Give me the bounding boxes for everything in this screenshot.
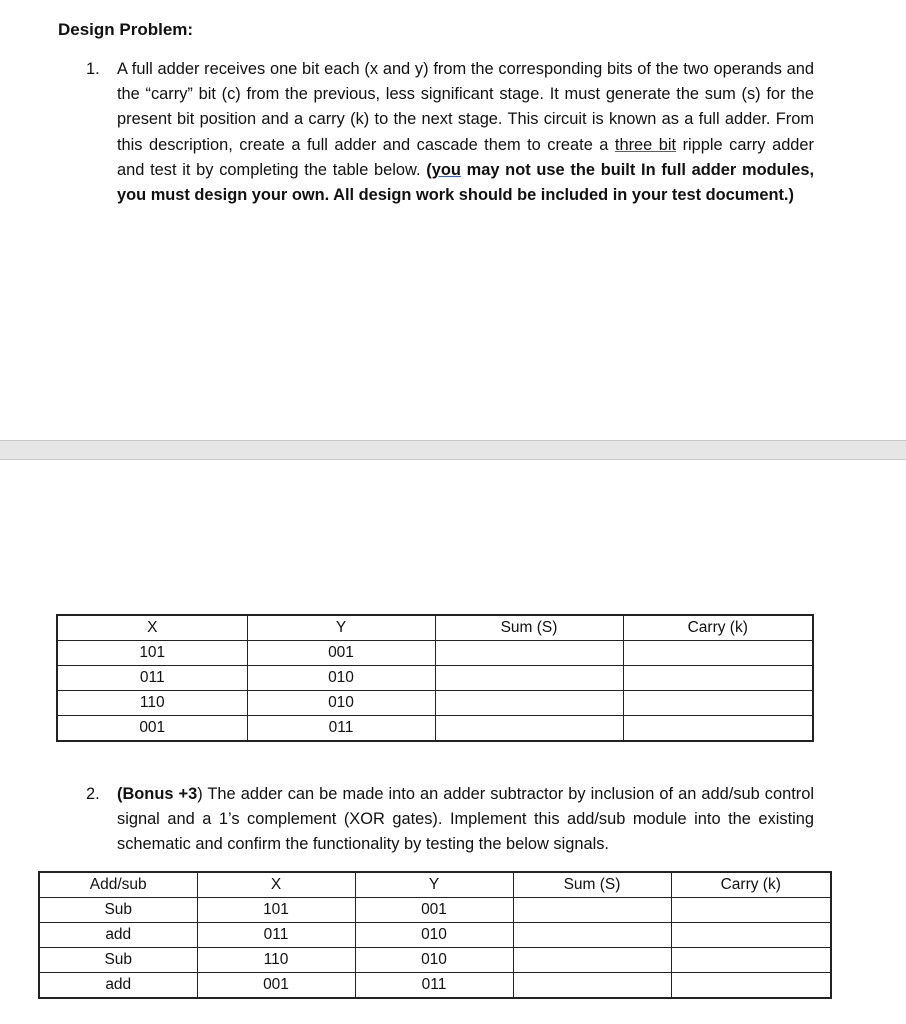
table-row — [57, 666, 813, 691]
column-header-x: X — [197, 872, 355, 898]
cell-x: 011 — [197, 923, 355, 948]
underlined-you: you — [431, 160, 461, 179]
underlined-three-bit: three bit — [614, 135, 677, 154]
column-header-sum: Sum (S) — [435, 615, 623, 641]
cell-x: 001 — [57, 716, 247, 742]
cell-sum[interactable] — [435, 691, 623, 716]
cell-sum[interactable] — [513, 948, 671, 973]
cell-sum[interactable] — [435, 716, 623, 742]
cell-y: 011 — [247, 716, 435, 742]
cell-sum[interactable] — [513, 923, 671, 948]
table-row — [57, 716, 813, 742]
cell-y: 011 — [355, 973, 513, 999]
adder-test-table — [56, 614, 814, 742]
cell-y: 001 — [247, 641, 435, 666]
column-header-carry: Carry (k) — [671, 872, 831, 898]
cell-add-sub: Sub — [39, 948, 197, 973]
cell-carry[interactable] — [671, 973, 831, 999]
table-row — [39, 923, 831, 948]
table-row — [57, 691, 813, 716]
cell-y: 010 — [355, 923, 513, 948]
cell-carry[interactable] — [623, 641, 813, 666]
bonus-label: (Bonus +3 — [117, 785, 198, 803]
question-2-text: (Bonus +3) The adder can be made into an adder subtractor by inclusion of an add/sub control signal and a 1’s complement (XOR gates). Implement this add/sub module into the existing schematic and confirm the functionality by testing the below signals. — [117, 785, 814, 854]
question-1-text: A full adder receives one bit each (x and y) from the corresponding bits of the two operands and the “carry” bit (c) from the previous, less significant stage. It must generate the sum (s) for the present bit position and a carry (k) to the next stage. This circuit is known as a full adder. From this description, create a full adder and cascade them to create a three bit ripple carry adder and test it by completing the table below. (you may not use the built In full adder modules, you must design your own. All design work should be included in your test document.) — [117, 60, 814, 205]
column-header-y: Y — [355, 872, 513, 898]
cell-y: 010 — [247, 666, 435, 691]
cell-y: 001 — [355, 898, 513, 923]
cell-add-sub: add — [39, 973, 197, 999]
table-header-row — [39, 872, 831, 898]
column-header-sum: Sum (S) — [513, 872, 671, 898]
cell-carry[interactable] — [623, 666, 813, 691]
cell-sum[interactable] — [435, 666, 623, 691]
cell-x: 001 — [197, 973, 355, 999]
cell-carry[interactable] — [671, 898, 831, 923]
cell-sum[interactable] — [435, 641, 623, 666]
table-row — [39, 898, 831, 923]
cell-y: 010 — [355, 948, 513, 973]
cell-carry[interactable] — [671, 948, 831, 973]
cell-carry[interactable] — [623, 691, 813, 716]
cell-carry[interactable] — [623, 716, 813, 742]
cell-x: 101 — [57, 641, 247, 666]
column-header-x: X — [57, 615, 247, 641]
question-1 — [86, 57, 814, 208]
cell-sum[interactable] — [513, 898, 671, 923]
cell-add-sub: Sub — [39, 898, 197, 923]
page-heading: Design Problem: — [58, 20, 194, 39]
cell-x: 110 — [197, 948, 355, 973]
column-header-carry: Carry (k) — [623, 615, 813, 641]
table-header-row — [57, 615, 813, 641]
question-2 — [86, 782, 814, 858]
column-header-y: Y — [247, 615, 435, 641]
question-2-number: 2. — [86, 785, 100, 803]
table-row — [39, 973, 831, 999]
cell-x: 110 — [57, 691, 247, 716]
adder-subtractor-test-table — [38, 871, 832, 999]
cell-y: 010 — [247, 691, 435, 716]
page-break-divider — [0, 440, 906, 460]
cell-carry[interactable] — [671, 923, 831, 948]
cell-x: 101 — [197, 898, 355, 923]
cell-sum[interactable] — [513, 973, 671, 999]
table-row — [57, 641, 813, 666]
column-header-add-sub: Add/sub — [39, 872, 197, 898]
cell-x: 011 — [57, 666, 247, 691]
question-1-number: 1. — [86, 60, 100, 78]
cell-add-sub: add — [39, 923, 197, 948]
table-row — [39, 948, 831, 973]
